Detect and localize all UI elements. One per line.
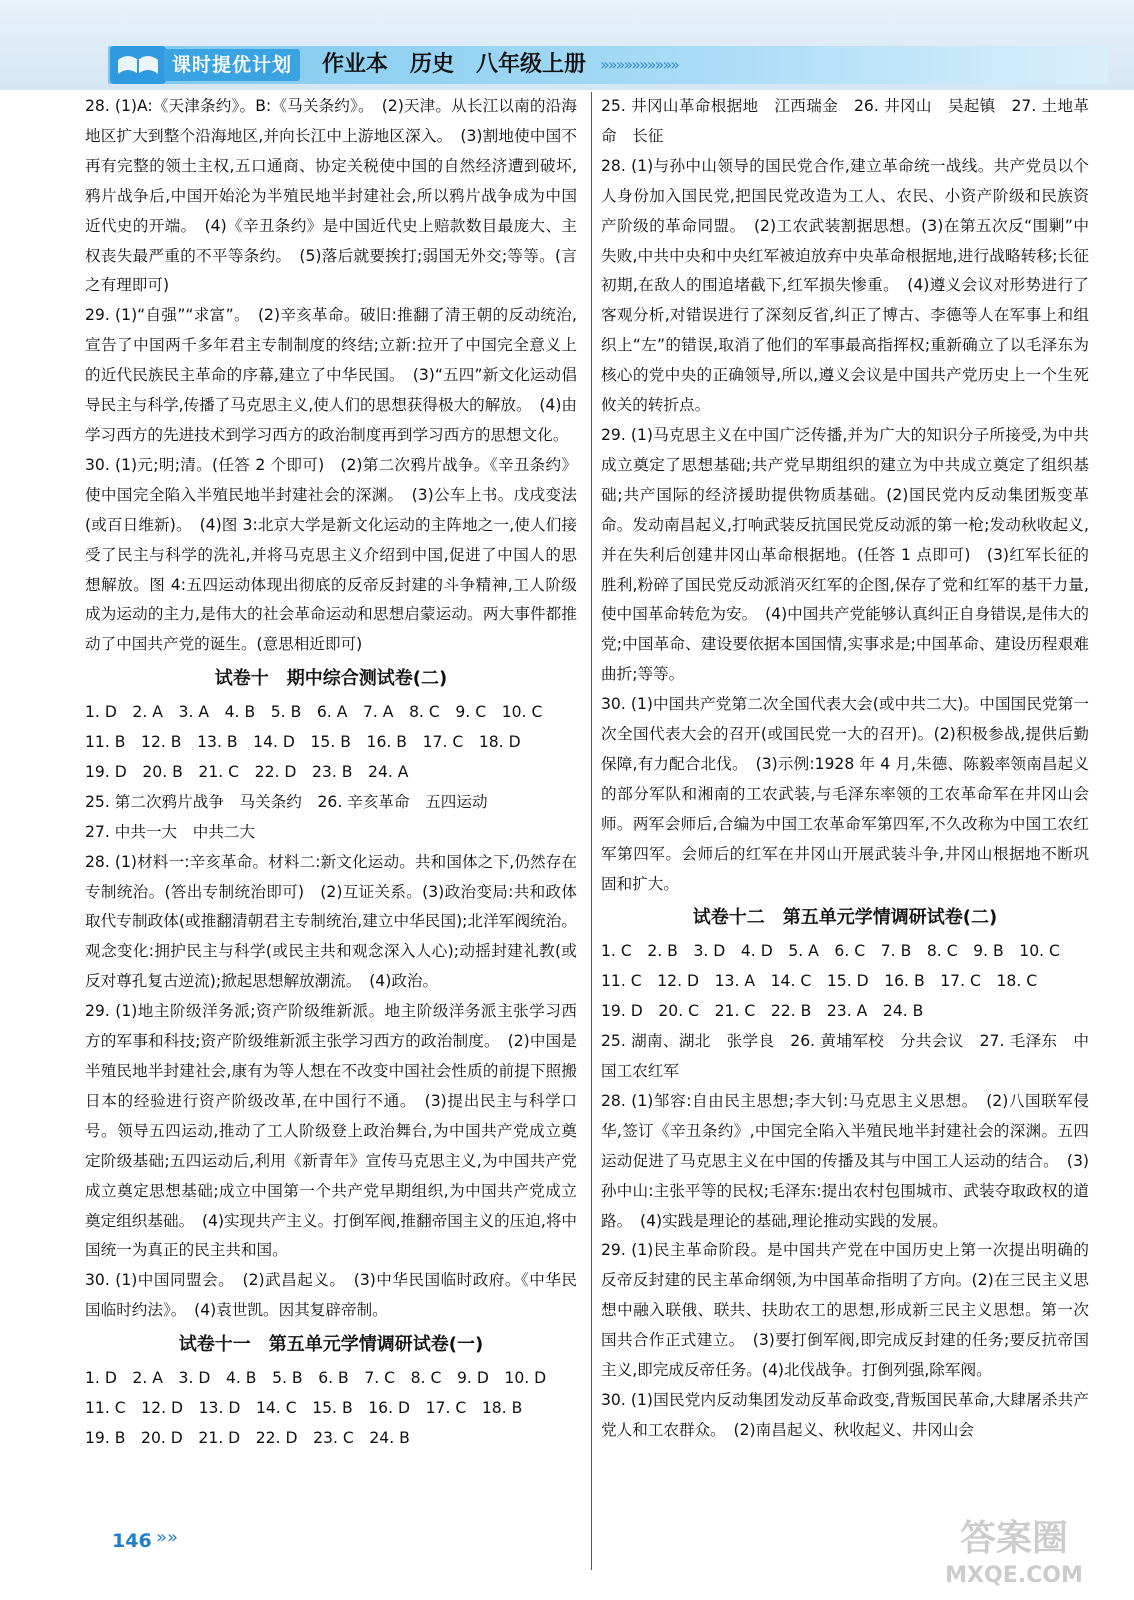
answer-line: 11. B 12. B 13. B 14. D 15. B 16. B 17. C 18. D	[85, 733, 521, 752]
page-arrows: »»	[156, 1527, 179, 1548]
page-header	[0, 0, 1134, 90]
section-title: 试卷十二 第五单元学情调研试卷(二)	[692, 907, 998, 929]
answer-line: 1. D 2. A 3. A 4. B 5. B 6. A 7. A 8. C 9. C 10. C	[85, 703, 543, 722]
watermark-logo	[928, 1510, 1100, 1590]
section-title: 试卷十 期中综合测试卷(二)	[214, 668, 448, 690]
page-number: 146	[112, 1530, 152, 1552]
answer-paragraph: 28. (1)A:《天津条约》。B:《马关条约》。 (2)天津。从长江以南的沿海地区扩大到整个沿海地区,并向长江中上游地区深入。 (3)割地使中国不再有完整的领土主权,五口通商、协定关税使中国的自然经济遭到破坏,鸦片战争后,中国开始沦为半殖民地半封建社会,所以鸦片战争成为中国近代史的开端。 (4)《辛丑条约》是中国近代史上赔款数目最庞大、主权丧失最严重的不平等条约。 (5)落后就要挨打;弱国无外交;等等。(言之有理即可)	[85, 97, 577, 295]
answer-paragraph: 30. (1)元;明;清。(任答 2 个即可) (2)第二次鸦片战争。《辛丑条约》使中国完全陷入半殖民地半封建社会的深渊。 (3)公车上书。戊戌变法(或百日维新)。 (4)图 3:北京大学是新文化运动的主阵地之一,使人们接受了民主与科学的洗礼,并将马克思主义介绍到中国,促进了中国人的思想解放。图 4:五四运动体现出彻底的反帝反封建的斗争精神,工人阶级成为运动的主力,是伟大的社会革命运动和思想启蒙运动。两大事件都推动了中国共产党的诞生。(意思相近即可)	[85, 455, 577, 654]
answer-line: 1. D 2. A 3. D 4. B 5. B 6. B 7. C 8. C 9. D 10. D	[85, 1369, 547, 1388]
answer-paragraph: 28. (1)与孙中山领导的国民党合作,建立革命统一战线。共产党员以个人身份加入国民党,把国民党改造为工人、农民、小资产阶级和民族资产阶级的革命同盟。 (2)工农武装割据思想。(3)在第五次反“围剿”中失败,中共中央和中央红军被迫放弃中央革命根据地,进行战略转移;长征初期,在敌人的围追堵截下,红军损失惨重。 (4)遵义会议对形势进行了客观分析,对错误进行了深刻反省,纠正了博古、李德等人在军事上和组织上“左”的错误,取消了他们的军事最高指挥权;重新确立了以毛泽东为核心的党中央的正确领导,所以,遵义会议是中国共产党历史上一个生死攸关的转折点。	[601, 156, 1089, 415]
answer-line: 19. B 20. D 21. D 22. D 23. C 24. B	[85, 1428, 410, 1447]
book-logo-icon	[110, 46, 166, 84]
column-divider	[591, 92, 592, 1570]
answer-paragraph: 28. (1)材料一:辛亥革命。材料二:新文化运动。共和国体之下,仍然存在专制统治。(答出专制统治即可) (2)互证关系。(3)政治变局:共和政体取代专制政体(或推翻清朝君主专制统治,建立中华民国);北洋军阀统治。观念变化:拥护民主与科学(或民主共和观念深入人心);动摇封建礼教(或反对尊孔复古逆流);掀起思想解放潮流。 (4)政治。	[85, 852, 577, 991]
answer-line: 19. D 20. C 21. C 22. B 23. A 24. B	[601, 1002, 924, 1021]
answer-paragraph: 25. 井冈山革命根据地 江西瑞金 26. 井冈山 吴起镇 27. 土地革命 长征	[601, 97, 1089, 145]
answer-paragraph: 29. (1)“自强”“求富”。 (2)辛亥革命。破旧:推翻了清王朝的反动统治,宣告了中国两千多年君主专制制度的终结;立新:拉开了中国完全意义上的近代民族民主革命的序幕,建立了中华民国。 (3)“五四”新文化运动倡导民主与科学,传播了马克思主义,使人们的思想获得极大的解放。 (4)由学习西方的先进技术到学习西方的政治制度再到学习西方的思想文化。	[85, 306, 578, 444]
answer-line: 27. 中共一大 中共二大	[85, 822, 256, 841]
answer-line: 11. C 12. D 13. A 14. C 15. D 16. B 17. C 18. C	[601, 972, 1038, 991]
answer-paragraph: 30. (1)中国共产党第二次全国代表大会(或中共二大)。中国国民党第一次全国代表大会的召开(或国民党一大的召开)。(2)积极参战,提供后勤保障,有力配合北伐。 (3)示例:1928 年 4 月,朱德、陈毅率领南昌起义的部分军队和湘南的工农武装,与毛泽东率领的工农革命军在井冈山会师。两军会师后,合编为中国工农革命军第四军,不久改称为中国工农红军第四军。会师后的红军在井冈山开展武装斗争,井冈山根据地不断巩固和扩大。	[601, 695, 1089, 893]
answer-line: 11. C 12. D 13. D 14. C 15. B 16. D 17. C 18. B	[85, 1398, 523, 1417]
section-title: 试卷十一 第五单元学情调研试卷(一)	[178, 1334, 484, 1356]
answer-paragraph: 29. (1)民主革命阶段。是中国共产党在中国历史上第一次提出明确的反帝反封建的民主革命纲领,为中国革命指明了方向。(2)在三民主义思想中融入联俄、联共、扶助农工的思想,形成新三民主义思想。第一次国共合作正式建立。 (3)要打倒军阀,即完成反封建的任务;要反抗帝国主义,即完成反帝任务。(4)北伐战争。打倒列强,除军阀。	[601, 1241, 1089, 1380]
answer-line: 25. 湖南、湖北 张学良 26. 黄埔军校 分共会议 27. 毛泽东 中国工农红军	[601, 1032, 1089, 1080]
answer-line: 1. C 2. B 3. D 4. D 5. A 6. C 7. B 8. C 9. B 10. C	[601, 942, 1060, 961]
answer-paragraph: 30. (1)国民党内反动集团发动反革命政变,背叛国民革命,大肆屠杀共产党人和工农群众。 (2)南昌起义、秋收起义、井冈山会	[601, 1390, 1089, 1439]
watermark-top: 答案圈	[959, 1518, 1069, 1559]
answer-line: 19. D 20. B 21. C 22. D 23. B 24. A	[85, 762, 409, 781]
answer-paragraph: 29. (1)马克思主义在中国广泛传播,并为广大的知识分子所接受,为中共成立奠定了思想基础;共产党早期组织的建立为中共成立奠定了组织基础;共产国际的经济援助提供物质基础。(2)国民党内反动集团叛变革命。发动南昌起义,打响武装反抗国民党反动派的第一枪;发动秋收起义,并在失利后创建井冈山革命根据地。(任答 1 点即可) (3)红军长征的胜利,粉碎了国民党反动派消灭红军的企图,保存了党和红军的基干力量,使中国革命转危为安。 (4)中国共产党能够认真纠正自身错误,是伟大的党;中国革命、建设要依据本国国情,实事求是;中国革命、建设历程艰难曲折;等等。	[601, 425, 1089, 684]
book-title: 作业本 历史 八年级上册	[322, 52, 587, 77]
watermark-bottom: MXQE.COM	[945, 1563, 1083, 1588]
left-column	[85, 92, 577, 1454]
series-title: 课时提优计划	[164, 49, 300, 81]
answer-line: 25. 第二次鸦片战争 马关条约 26. 辛亥革命 五四运动	[85, 792, 488, 811]
right-column	[601, 92, 1089, 1446]
answer-paragraph: 28. (1)邹容:自由民主思想;李大钊:马克思主义思想。 (2)八国联军侵华,签订《辛丑条约》,中国完全陷入半殖民地半封建社会的深渊。五四运动促进了马克思主义在中国的传播及其与中国工人运动的结合。 (3)孙中山:主张平等的民权;毛泽东:提出农村包围城市、武装夺取政权的道路。 (4)实践是理论的基础,理论推动实践的发展。	[601, 1091, 1089, 1230]
header-arrows: »»»»»»»»»»	[600, 55, 678, 74]
answer-paragraph: 29. (1)地主阶级洋务派;资产阶级维新派。地主阶级洋务派主张学习西方的军事和科技;资产阶级维新派主张学习西方的政治制度。 (2)中国是半殖民地半封建社会,康有为等人想在不改变中国社会性质的前提下照搬日本的经验进行资产阶级改革,在中国行不通。 (3)提出民主与科学口号。领导五四运动,推动了工人阶级登上政治舞台,为中国共产党成立奠定阶级基础;五四运动后,利用《新青年》宣传马克思主义,为中国共产党成立奠定思想基础;成立中国第一个共产党早期组织,为中国共产党成立奠定组织基础。 (4)实现共产主义。打倒军阀,推翻帝国主义的压迫,将中国统一为真正的民主共和国。	[85, 1002, 578, 1260]
answer-paragraph: 30. (1)中国同盟会。 (2)武昌起义。 (3)中华民国临时政府。《中华民国临时约法》。 (4)袁世凯。因其复辟帝制。	[85, 1271, 577, 1320]
